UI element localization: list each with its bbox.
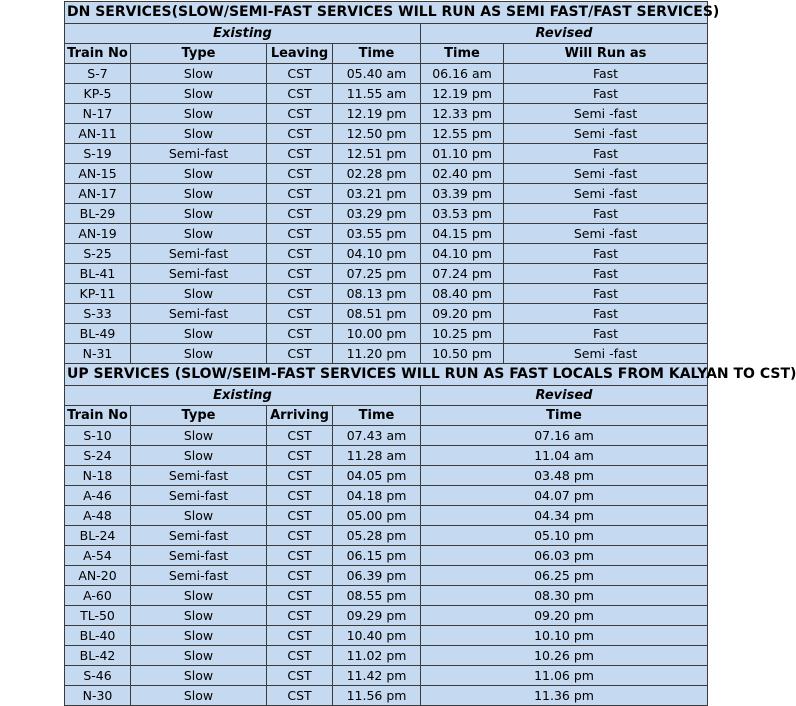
dn-cell-train-no: BL-49 (65, 324, 131, 344)
dn-section-title: DN SERVICES(SLOW/SEMI-FAST SERVICES WILL RUN AS SEMI FAST/FAST SERVICES) (65, 2, 708, 24)
up-table-row (65, 546, 708, 566)
dn-cell-type: Slow (131, 84, 267, 104)
up-table-row (65, 686, 708, 706)
up-cell-station: CST (267, 686, 333, 706)
up-cell-revised-time: 03.48 pm (421, 466, 708, 486)
dn-table-row (65, 64, 708, 84)
dn-cell-type: Slow (131, 184, 267, 204)
dn-cell-existing-time: 12.19 pm (333, 104, 421, 124)
up-cell-type: Slow (131, 426, 267, 446)
dn-cell-station: CST (267, 84, 333, 104)
dn-table-row (65, 84, 708, 104)
dn-header-row (65, 44, 708, 64)
dn-cell-will-run-as: Fast (504, 284, 708, 304)
dn-header-leaving: Leaving (267, 44, 333, 64)
dn-cell-will-run-as: Semi -fast (504, 104, 708, 124)
dn-cell-revised-time: 06.16 am (421, 64, 504, 84)
dn-revised-label: Revised (421, 24, 708, 44)
dn-table-row (65, 284, 708, 304)
up-cell-train-no: A-46 (65, 486, 131, 506)
dn-cell-existing-time: 02.28 pm (333, 164, 421, 184)
timetable-table (64, 1, 796, 706)
dn-cell-existing-time: 08.51 pm (333, 304, 421, 324)
dn-table-row (65, 104, 708, 124)
up-section-title: UP SERVICES (SLOW/SEIM-FAST SERVICES WILL RUN AS FAST LOCALS FROM KALYAN TO CST) (65, 364, 708, 386)
up-cell-train-no: N-18 (65, 466, 131, 486)
dn-cell-existing-time: 03.29 pm (333, 204, 421, 224)
dn-cell-will-run-as: Semi -fast (504, 124, 708, 144)
up-cell-type: Slow (131, 446, 267, 466)
dn-cell-revised-time: 10.50 pm (421, 344, 504, 364)
dn-header-type: Type (131, 44, 267, 64)
up-cell-revised-time: 10.10 pm (421, 626, 708, 646)
dn-cell-revised-time: 10.25 pm (421, 324, 504, 344)
up-cell-station: CST (267, 526, 333, 546)
up-cell-revised-time: 06.03 pm (421, 546, 708, 566)
dn-cell-revised-time: 04.10 pm (421, 244, 504, 264)
dn-cell-existing-time: 12.50 pm (333, 124, 421, 144)
up-cell-existing-time: 05.28 pm (333, 526, 421, 546)
dn-cell-station: CST (267, 144, 333, 164)
timetable-sheet (64, 1, 796, 706)
up-cell-type: Semi-fast (131, 486, 267, 506)
up-cell-station: CST (267, 626, 333, 646)
dn-cell-type: Slow (131, 64, 267, 84)
up-cell-train-no: BL-24 (65, 526, 131, 546)
up-existing-label: Existing (65, 386, 421, 406)
up-cell-station: CST (267, 466, 333, 486)
dn-cell-train-no: KP-5 (65, 84, 131, 104)
up-table-row (65, 466, 708, 486)
dn-cell-revised-time: 12.19 pm (421, 84, 504, 104)
dn-cell-revised-time: 03.39 pm (421, 184, 504, 204)
dn-cell-train-no: S-19 (65, 144, 131, 164)
dn-cell-train-no: S-7 (65, 64, 131, 84)
dn-cell-station: CST (267, 204, 333, 224)
dn-cell-type: Slow (131, 344, 267, 364)
dn-header-train-no: Train No (65, 44, 131, 64)
up-cell-train-no: N-30 (65, 686, 131, 706)
up-cell-type: Slow (131, 586, 267, 606)
dn-cell-type: Slow (131, 204, 267, 224)
up-table-row (65, 666, 708, 686)
dn-table-row (65, 164, 708, 184)
dn-cell-existing-time: 03.21 pm (333, 184, 421, 204)
dn-cell-will-run-as: Fast (504, 204, 708, 224)
up-header-train-no: Train No (65, 406, 131, 426)
dn-cell-station: CST (267, 244, 333, 264)
up-cell-existing-time: 11.02 pm (333, 646, 421, 666)
dn-cell-will-run-as: Fast (504, 244, 708, 264)
up-cell-revised-time: 11.06 pm (421, 666, 708, 686)
up-table-row (65, 426, 708, 446)
dn-cell-existing-time: 10.00 pm (333, 324, 421, 344)
dn-cell-existing-time: 07.25 pm (333, 264, 421, 284)
up-cell-revised-time: 09.20 pm (421, 606, 708, 626)
dn-cell-train-no: BL-29 (65, 204, 131, 224)
dn-cell-existing-time: 03.55 pm (333, 224, 421, 244)
up-cell-revised-time: 04.34 pm (421, 506, 708, 526)
dn-cell-type: Slow (131, 224, 267, 244)
dn-table-row (65, 124, 708, 144)
up-cell-existing-time: 09.29 pm (333, 606, 421, 626)
up-cell-revised-time: 06.25 pm (421, 566, 708, 586)
up-cell-type: Semi-fast (131, 546, 267, 566)
up-cell-station: CST (267, 546, 333, 566)
dn-cell-revised-time: 08.40 pm (421, 284, 504, 304)
dn-cell-train-no: N-17 (65, 104, 131, 124)
dn-cell-existing-time: 11.55 am (333, 84, 421, 104)
dn-table-row (65, 144, 708, 164)
dn-cell-revised-time: 09.20 pm (421, 304, 504, 324)
up-cell-revised-time: 07.16 am (421, 426, 708, 446)
dn-cell-revised-time: 01.10 pm (421, 144, 504, 164)
up-table-row (65, 486, 708, 506)
dn-cell-train-no: AN-19 (65, 224, 131, 244)
dn-cell-will-run-as: Semi -fast (504, 224, 708, 244)
up-cell-revised-time: 10.26 pm (421, 646, 708, 666)
dn-cell-will-run-as: Semi -fast (504, 344, 708, 364)
up-cell-train-no: TL-50 (65, 606, 131, 626)
up-cell-train-no: A-54 (65, 546, 131, 566)
up-cell-revised-time: 05.10 pm (421, 526, 708, 546)
dn-cell-revised-time: 07.24 pm (421, 264, 504, 284)
up-table-row (65, 586, 708, 606)
dn-table-row (65, 344, 708, 364)
dn-cell-existing-time: 12.51 pm (333, 144, 421, 164)
dn-cell-station: CST (267, 304, 333, 324)
up-cell-type: Slow (131, 506, 267, 526)
dn-cell-train-no: S-33 (65, 304, 131, 324)
up-cell-type: Slow (131, 606, 267, 626)
up-cell-existing-time: 04.05 pm (333, 466, 421, 486)
dn-cell-station: CST (267, 124, 333, 144)
up-group-row (65, 386, 708, 406)
dn-cell-train-no: AN-11 (65, 124, 131, 144)
dn-cell-station: CST (267, 224, 333, 244)
dn-cell-revised-time: 02.40 pm (421, 164, 504, 184)
up-cell-station: CST (267, 586, 333, 606)
dn-cell-type: Semi-fast (131, 304, 267, 324)
dn-cell-will-run-as: Fast (504, 264, 708, 284)
dn-cell-type: Semi-fast (131, 264, 267, 284)
up-cell-existing-time: 11.56 pm (333, 686, 421, 706)
dn-table-row (65, 224, 708, 244)
up-cell-type: Slow (131, 626, 267, 646)
dn-cell-revised-time: 03.53 pm (421, 204, 504, 224)
dn-group-row (65, 24, 708, 44)
up-cell-type: Semi-fast (131, 466, 267, 486)
dn-cell-train-no: KP-11 (65, 284, 131, 304)
dn-table-row (65, 264, 708, 284)
up-cell-train-no: S-10 (65, 426, 131, 446)
up-cell-station: CST (267, 426, 333, 446)
dn-cell-will-run-as: Fast (504, 84, 708, 104)
up-cell-type: Slow (131, 666, 267, 686)
up-table-row (65, 626, 708, 646)
up-revised-label: Revised (421, 386, 708, 406)
dn-cell-will-run-as: Fast (504, 324, 708, 344)
dn-cell-type: Slow (131, 164, 267, 184)
up-header-type: Type (131, 406, 267, 426)
up-table-row (65, 526, 708, 546)
up-cell-train-no: S-24 (65, 446, 131, 466)
dn-cell-type: Slow (131, 284, 267, 304)
dn-title-row (65, 2, 708, 24)
up-cell-revised-time: 08.30 pm (421, 586, 708, 606)
up-table-row (65, 506, 708, 526)
dn-table-row (65, 204, 708, 224)
up-cell-type: Slow (131, 646, 267, 666)
dn-cell-existing-time: 08.13 pm (333, 284, 421, 304)
up-cell-existing-time: 10.40 pm (333, 626, 421, 646)
dn-table-row (65, 184, 708, 204)
dn-cell-existing-time: 11.20 pm (333, 344, 421, 364)
up-cell-existing-time: 11.42 pm (333, 666, 421, 686)
dn-cell-revised-time: 12.33 pm (421, 104, 504, 124)
up-cell-existing-time: 05.00 pm (333, 506, 421, 526)
dn-cell-will-run-as: Fast (504, 64, 708, 84)
dn-existing-label: Existing (65, 24, 421, 44)
dn-cell-revised-time: 04.15 pm (421, 224, 504, 244)
dn-cell-type: Semi-fast (131, 144, 267, 164)
up-cell-train-no: S-46 (65, 666, 131, 686)
dn-header-existing-time: Time (333, 44, 421, 64)
dn-cell-train-no: AN-15 (65, 164, 131, 184)
up-table-row (65, 446, 708, 466)
up-cell-existing-time: 04.18 pm (333, 486, 421, 506)
up-header-row (65, 406, 708, 426)
up-table-row (65, 606, 708, 626)
dn-table-row (65, 304, 708, 324)
up-cell-revised-time: 11.04 am (421, 446, 708, 466)
up-cell-station: CST (267, 446, 333, 466)
dn-cell-station: CST (267, 164, 333, 184)
dn-table-row (65, 244, 708, 264)
dn-cell-will-run-as: Semi -fast (504, 164, 708, 184)
up-cell-station: CST (267, 506, 333, 526)
dn-cell-type: Slow (131, 324, 267, 344)
dn-cell-station: CST (267, 344, 333, 364)
up-header-revised-time: Time (421, 406, 708, 426)
dn-cell-revised-time: 12.55 pm (421, 124, 504, 144)
dn-cell-train-no: N-31 (65, 344, 131, 364)
dn-cell-type: Slow (131, 104, 267, 124)
dn-cell-station: CST (267, 264, 333, 284)
dn-cell-train-no: AN-17 (65, 184, 131, 204)
dn-cell-station: CST (267, 104, 333, 124)
up-cell-train-no: AN-20 (65, 566, 131, 586)
dn-cell-existing-time: 04.10 pm (333, 244, 421, 264)
dn-cell-train-no: BL-41 (65, 264, 131, 284)
dn-cell-existing-time: 05.40 am (333, 64, 421, 84)
up-cell-existing-time: 06.39 pm (333, 566, 421, 586)
up-cell-train-no: A-60 (65, 586, 131, 606)
dn-table-row (65, 324, 708, 344)
up-cell-train-no: A-48 (65, 506, 131, 526)
up-cell-type: Semi-fast (131, 526, 267, 546)
up-header-existing-time: Time (333, 406, 421, 426)
up-cell-train-no: BL-42 (65, 646, 131, 666)
up-cell-train-no: BL-40 (65, 626, 131, 646)
dn-cell-station: CST (267, 324, 333, 344)
dn-cell-type: Slow (131, 124, 267, 144)
up-cell-existing-time: 11.28 am (333, 446, 421, 466)
dn-cell-station: CST (267, 184, 333, 204)
up-cell-station: CST (267, 646, 333, 666)
dn-cell-station: CST (267, 64, 333, 84)
up-cell-revised-time: 04.07 pm (421, 486, 708, 506)
up-cell-station: CST (267, 666, 333, 686)
up-table-row (65, 646, 708, 666)
timetable-body (65, 2, 796, 706)
up-cell-existing-time: 08.55 pm (333, 586, 421, 606)
dn-cell-station: CST (267, 284, 333, 304)
up-cell-station: CST (267, 606, 333, 626)
up-cell-revised-time: 11.36 pm (421, 686, 708, 706)
dn-header-will-run-as: Will Run as (504, 44, 708, 64)
dn-cell-train-no: S-25 (65, 244, 131, 264)
up-cell-station: CST (267, 566, 333, 586)
up-cell-existing-time: 07.43 am (333, 426, 421, 446)
dn-cell-will-run-as: Fast (504, 144, 708, 164)
dn-cell-type: Semi-fast (131, 244, 267, 264)
dn-cell-will-run-as: Fast (504, 304, 708, 324)
up-cell-type: Semi-fast (131, 566, 267, 586)
up-cell-type: Slow (131, 686, 267, 706)
up-cell-existing-time: 06.15 pm (333, 546, 421, 566)
dn-header-revised-time: Time (421, 44, 504, 64)
up-cell-station: CST (267, 486, 333, 506)
up-title-row (65, 364, 708, 386)
dn-cell-will-run-as: Semi -fast (504, 184, 708, 204)
up-table-row (65, 566, 708, 586)
up-header-arriving: Arriving (267, 406, 333, 426)
